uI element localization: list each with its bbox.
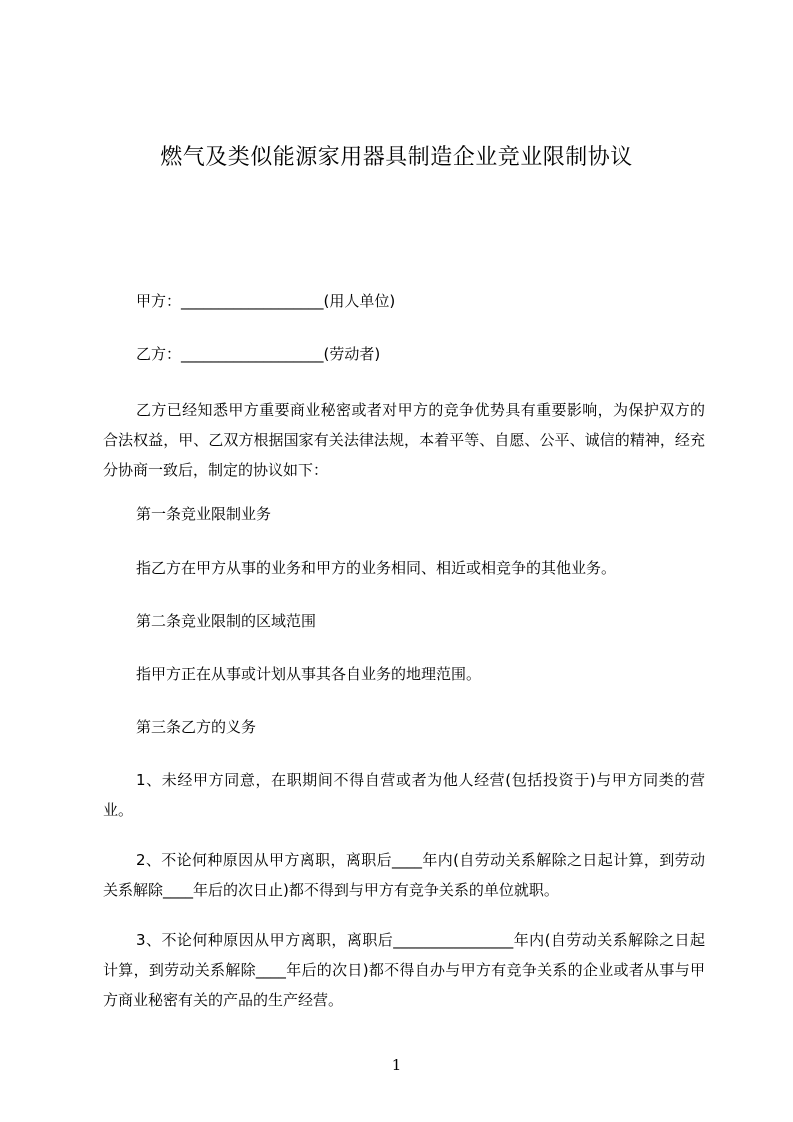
article-1-body: 指乙方在甲方从事的业务和甲方的业务相同、相近或相竞争的其他业务。 [136, 559, 617, 577]
party-a-line: 甲方：___________________(用人单位) [136, 292, 396, 310]
article-1-heading: 第一条竞业限制业务 [136, 505, 272, 523]
article-3-item-3: 3、不论何种原因从甲方离职，离职后________________年内(自劳动关系解除之日起计算，到劳动关系解除____年后的次日)都不得自办与甲方有竞争关系的企业或者从事与甲方商业秘密有关的产品的生产经营。 [103, 931, 705, 1009]
party-b-line: 乙方：___________________(劳动者) [136, 345, 381, 363]
page-number: 1 [391, 1056, 402, 1074]
article-3-item-1: 1、未经甲方同意，在职期间不得自营或者为他人经营(包括投资于)与甲方同类的营业。 [103, 771, 705, 819]
article-3-item-2: 2、不论何种原因从甲方离职，离职后____年内(自劳动关系解除之日起计算，到劳动关系解除____年后的次日止)都不得到与甲方有竞争关系的单位就职。 [103, 851, 705, 899]
article-2-body: 指甲方正在从事或计划从事其各自业务的地理范围。 [136, 665, 482, 683]
preamble-paragraph: 乙方已经知悉甲方重要商业秘密或者对甲方的竞争优势具有重要影响，为保护双方的合法权益，甲、乙双方根据国家有关法律法规，本着平等、自愿、公平、诚信的精神，经充分协商一致后，制定的协议如下： [103, 401, 705, 479]
article-3-heading: 第三条乙方的义务 [136, 718, 257, 736]
document-title: 燃气及类似能源家用器具制造企业竞业限制协议 [160, 145, 633, 170]
article-2-heading: 第二条竞业限制的区域范围 [136, 612, 317, 630]
